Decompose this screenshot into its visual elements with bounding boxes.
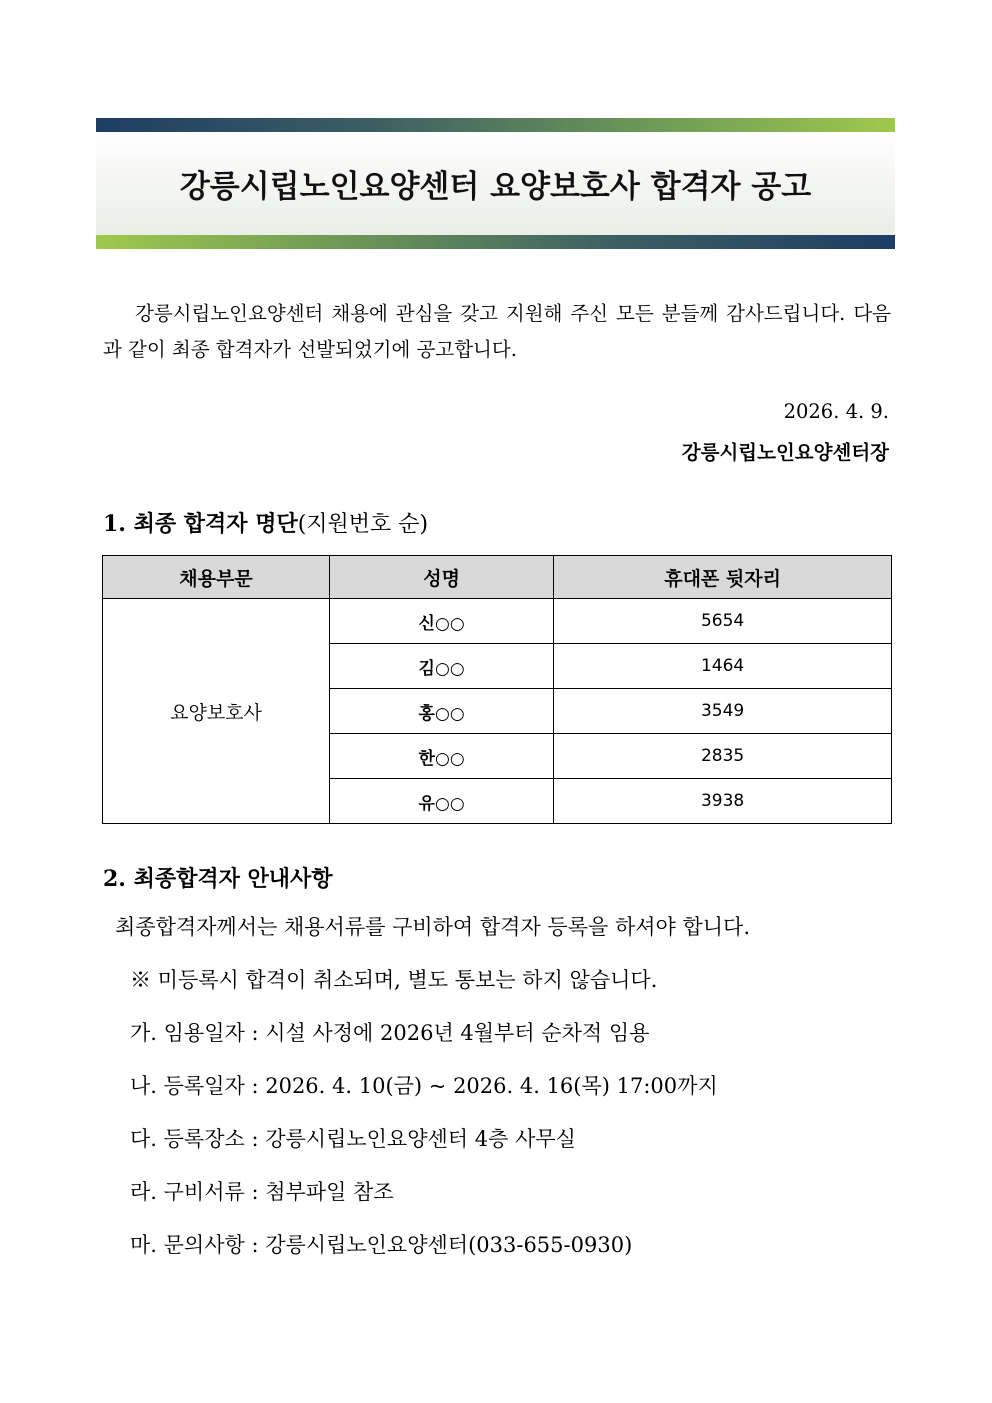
masked-name: ○○ [434, 793, 465, 814]
info-label: 라. 구비서류 [130, 1180, 245, 1204]
title-banner [96, 118, 895, 249]
banner-panel [96, 132, 895, 235]
surname: 홍 [418, 703, 435, 724]
header-department: 채용부문 [103, 556, 330, 599]
successful-candidates-table [102, 555, 892, 824]
phone-cell: 3549 [554, 689, 892, 734]
masked-name: ○○ [434, 658, 465, 679]
surname: 유 [418, 793, 435, 814]
info-item-required-documents [130, 1176, 394, 1206]
registration-notice: 최종합격자께서는 채용서류를 구비하여 합격자 등록을 하셔야 합니다. [115, 915, 751, 939]
section2-heading: 2. 최종합격자 안내사항 [103, 866, 333, 892]
info-item-registration-place [130, 1123, 576, 1153]
info-value: 첨부파일 참조 [265, 1180, 394, 1204]
header-phone: 휴대폰 뒷자리 [554, 556, 892, 599]
info-item-appointment-date [130, 1017, 649, 1047]
info-value: 강릉시립노인요양센터 4층 사무실 [265, 1127, 576, 1151]
banner-top-gradient-bar [96, 118, 895, 132]
announcement-date: 2026. 4. 9. [783, 400, 889, 423]
name-cell [330, 689, 554, 734]
banner-bottom-gradient-bar [96, 235, 895, 249]
info-label: 다. 등록장소 [130, 1127, 245, 1151]
info-separator: : [244, 1021, 266, 1045]
section1-subtitle: (지원번호 순) [297, 512, 429, 537]
info-value: 강릉시립노인요양센터(033-655-0930) [265, 1233, 633, 1257]
table-header-row [103, 556, 892, 599]
info-label: 마. 문의사항 [130, 1233, 245, 1257]
phone-cell: 1464 [554, 644, 892, 689]
cancellation-warning: ※ 미등록시 합격이 취소되며, 별도 통보는 하지 않습니다. [130, 968, 658, 992]
table-row [103, 599, 892, 644]
masked-name: ○○ [434, 748, 465, 769]
page-title: 강릉시립노인요양센터 요양보호사 합격자 공고 [179, 169, 812, 205]
surname: 한 [418, 748, 435, 769]
masked-name: ○○ [434, 613, 465, 634]
intro-text: 강릉시립노인요양센터 채용에 관심을 갖고 지원해 주신 모든 분들께 감사드립니다. 다음과 같이 최종 합격자가 선발되었기에 공고합니다. [103, 302, 891, 361]
surname: 신 [418, 613, 435, 634]
section1-title: 1. 최종 합격자 명단 [103, 511, 298, 537]
info-item-inquiries [130, 1229, 632, 1259]
info-separator: : [244, 1074, 266, 1098]
masked-name: ○○ [434, 703, 465, 724]
info-separator: : [244, 1127, 266, 1151]
info-label: 나. 등록일자 [130, 1074, 245, 1098]
surname: 김 [418, 658, 435, 679]
issuer-name: 강릉시립노인요양센터장 [681, 441, 889, 464]
info-separator: : [244, 1233, 266, 1257]
info-value: 시설 사정에 2026년 4월부터 순차적 임용 [265, 1021, 650, 1045]
name-cell [330, 779, 554, 824]
phone-cell: 3938 [554, 779, 892, 824]
info-label: 가. 임용일자 [130, 1021, 245, 1045]
name-cell [330, 734, 554, 779]
name-cell [330, 644, 554, 689]
phone-cell: 2835 [554, 734, 892, 779]
phone-cell: 5654 [554, 599, 892, 644]
section1-heading [103, 507, 428, 538]
name-cell [330, 599, 554, 644]
intro-paragraph [103, 296, 891, 368]
info-item-registration-date [130, 1070, 718, 1100]
header-name: 성명 [330, 556, 554, 599]
info-value: 2026. 4. 10(금) ~ 2026. 4. 16(목) 17:00까지 [265, 1074, 718, 1098]
department-cell: 요양보호사 [103, 599, 330, 824]
info-separator: : [244, 1180, 266, 1204]
